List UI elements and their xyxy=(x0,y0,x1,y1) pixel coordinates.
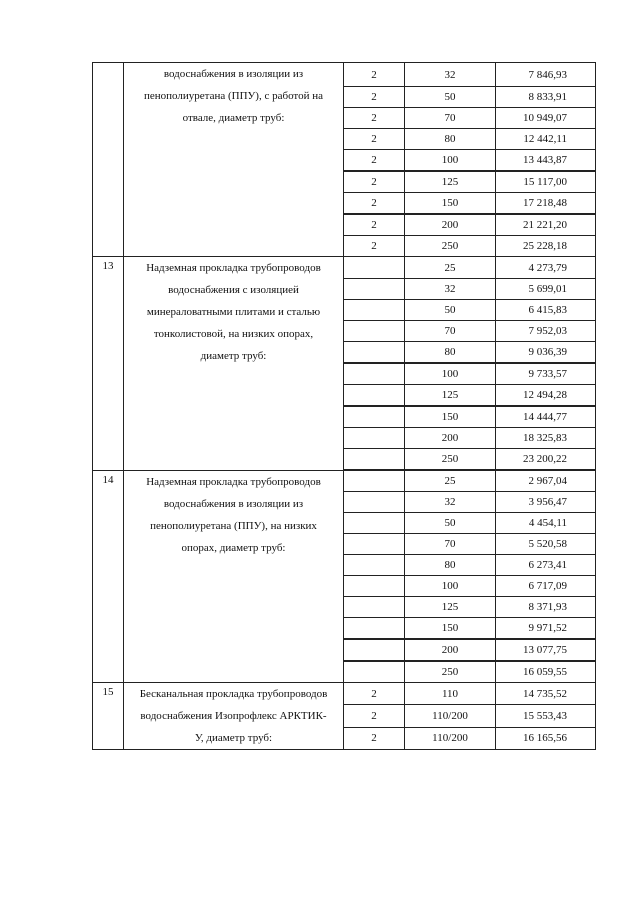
layers-cell xyxy=(344,470,405,492)
layers-cell: 2 xyxy=(344,87,405,108)
description-line: тонколистовой, на низких опорах, xyxy=(153,328,314,340)
description-line: Бесканальная прокладка трубопроводов xyxy=(139,688,328,700)
diameter-cell: 110 xyxy=(405,683,496,705)
diameter-cell: 125 xyxy=(405,597,496,618)
description-line: водоснабжения в изоляции из xyxy=(163,68,304,80)
item-number: 14 xyxy=(93,470,124,683)
item-description xyxy=(124,683,344,750)
table-row xyxy=(93,63,596,87)
diameter-cell: 25 xyxy=(405,470,496,492)
diameter-cell: 250 xyxy=(405,661,496,683)
diameter-cell: 125 xyxy=(405,385,496,407)
description-line: диаметр труб: xyxy=(200,350,267,362)
price-cell: 7 846,93 xyxy=(496,63,596,87)
diameter-cell: 250 xyxy=(405,449,496,471)
price-cell: 2 967,04 xyxy=(496,470,596,492)
price-cell: 9 036,39 xyxy=(496,342,596,364)
price-cell: 23 200,22 xyxy=(496,449,596,471)
layers-cell xyxy=(344,385,405,407)
layers-cell xyxy=(344,321,405,342)
layers-cell xyxy=(344,342,405,364)
diameter-cell: 110/200 xyxy=(405,727,496,749)
price-cell: 8 833,91 xyxy=(496,87,596,108)
table-row xyxy=(93,257,596,279)
price-cell: 17 218,48 xyxy=(496,193,596,215)
price-cell: 5 699,01 xyxy=(496,279,596,300)
item-description xyxy=(124,63,344,257)
description-line: пенополиуретана (ППУ), на низких xyxy=(150,519,317,532)
description-line: Надземная прокладка трубопроводов xyxy=(146,262,321,274)
item-number: 13 xyxy=(93,257,124,471)
layers-cell xyxy=(344,406,405,428)
description-line: отвале, диаметр труб: xyxy=(182,112,285,124)
layers-cell xyxy=(344,300,405,321)
layers-cell: 2 xyxy=(344,705,405,727)
description-line: минераловатными плитами и сталью xyxy=(146,306,321,318)
diameter-cell: 100 xyxy=(405,363,496,385)
layers-cell xyxy=(344,534,405,555)
description-line: У, диаметр труб: xyxy=(194,732,273,744)
diameter-cell: 70 xyxy=(405,108,496,129)
layers-cell xyxy=(344,279,405,300)
price-cell: 15 117,00 xyxy=(496,171,596,193)
diameter-cell: 50 xyxy=(405,87,496,108)
diameter-cell: 250 xyxy=(405,236,496,257)
diameter-cell: 80 xyxy=(405,342,496,364)
layers-cell xyxy=(344,661,405,683)
item-description xyxy=(124,470,344,683)
price-cell: 3 956,47 xyxy=(496,492,596,513)
diameter-cell: 80 xyxy=(405,129,496,150)
layers-cell: 2 xyxy=(344,171,405,193)
table-row xyxy=(93,683,596,705)
price-cell: 6 273,41 xyxy=(496,555,596,576)
layers-cell xyxy=(344,257,405,279)
table-row xyxy=(93,470,596,492)
price-cell: 13 077,75 xyxy=(496,639,596,661)
diameter-cell: 100 xyxy=(405,576,496,597)
layers-cell: 2 xyxy=(344,683,405,705)
price-cell: 7 952,03 xyxy=(496,321,596,342)
layers-cell: 2 xyxy=(344,236,405,257)
diameter-cell: 200 xyxy=(405,639,496,661)
layers-cell: 2 xyxy=(344,108,405,129)
price-cell: 8 371,93 xyxy=(496,597,596,618)
price-cell: 14 735,52 xyxy=(496,683,596,705)
description-line: Надземная прокладка трубопроводов xyxy=(146,475,321,488)
layers-cell: 2 xyxy=(344,214,405,236)
layers-cell xyxy=(344,449,405,471)
diameter-cell: 100 xyxy=(405,150,496,172)
layers-cell: 2 xyxy=(344,727,405,749)
diameter-cell: 32 xyxy=(405,63,496,87)
item-number xyxy=(93,63,124,257)
diameter-cell: 50 xyxy=(405,300,496,321)
price-table-body xyxy=(93,63,596,750)
layers-cell xyxy=(344,513,405,534)
layers-cell xyxy=(344,492,405,513)
layers-cell: 2 xyxy=(344,193,405,215)
diameter-cell: 25 xyxy=(405,257,496,279)
diameter-cell: 70 xyxy=(405,534,496,555)
price-cell: 6 415,83 xyxy=(496,300,596,321)
diameter-cell: 150 xyxy=(405,618,496,640)
layers-cell xyxy=(344,618,405,640)
price-cell: 10 949,07 xyxy=(496,108,596,129)
price-cell: 13 443,87 xyxy=(496,150,596,172)
item-description xyxy=(124,257,344,471)
diameter-cell: 32 xyxy=(405,279,496,300)
layers-cell xyxy=(344,597,405,618)
price-cell: 16 165,56 xyxy=(496,727,596,749)
diameter-cell: 150 xyxy=(405,193,496,215)
price-cell: 12 442,11 xyxy=(496,129,596,150)
description-line: опорах, диаметр труб: xyxy=(181,541,286,554)
price-cell: 15 553,43 xyxy=(496,705,596,727)
price-cell: 9 971,52 xyxy=(496,618,596,640)
diameter-cell: 150 xyxy=(405,406,496,428)
price-cell: 5 520,58 xyxy=(496,534,596,555)
layers-cell xyxy=(344,555,405,576)
price-cell: 9 733,57 xyxy=(496,363,596,385)
description-line: водоснабжения с изоляцией xyxy=(168,284,299,296)
price-cell: 21 221,20 xyxy=(496,214,596,236)
item-number: 15 xyxy=(93,683,124,750)
price-cell: 4 273,79 xyxy=(496,257,596,279)
layers-cell xyxy=(344,576,405,597)
price-cell: 16 059,55 xyxy=(496,661,596,683)
diameter-cell: 110/200 xyxy=(405,705,496,727)
price-cell: 12 494,28 xyxy=(496,385,596,407)
layers-cell xyxy=(344,639,405,661)
diameter-cell: 80 xyxy=(405,555,496,576)
diameter-cell: 50 xyxy=(405,513,496,534)
price-table xyxy=(92,62,596,750)
diameter-cell: 200 xyxy=(405,214,496,236)
price-cell: 14 444,77 xyxy=(496,406,596,428)
price-cell: 6 717,09 xyxy=(496,576,596,597)
diameter-cell: 125 xyxy=(405,171,496,193)
description-line: водоснабжения Изопрофлекс АРКТИК- xyxy=(140,710,327,722)
layers-cell: 2 xyxy=(344,129,405,150)
price-cell: 4 454,11 xyxy=(496,513,596,534)
layers-cell: 2 xyxy=(344,63,405,87)
description-line: водоснабжения в изоляции из xyxy=(163,497,304,510)
diameter-cell: 32 xyxy=(405,492,496,513)
layers-cell xyxy=(344,428,405,449)
layers-cell xyxy=(344,363,405,385)
diameter-cell: 70 xyxy=(405,321,496,342)
price-cell: 25 228,18 xyxy=(496,236,596,257)
layers-cell: 2 xyxy=(344,150,405,172)
description-line: пенополиуретана (ППУ), с работой на xyxy=(143,90,324,102)
price-cell: 18 325,83 xyxy=(496,428,596,449)
diameter-cell: 200 xyxy=(405,428,496,449)
